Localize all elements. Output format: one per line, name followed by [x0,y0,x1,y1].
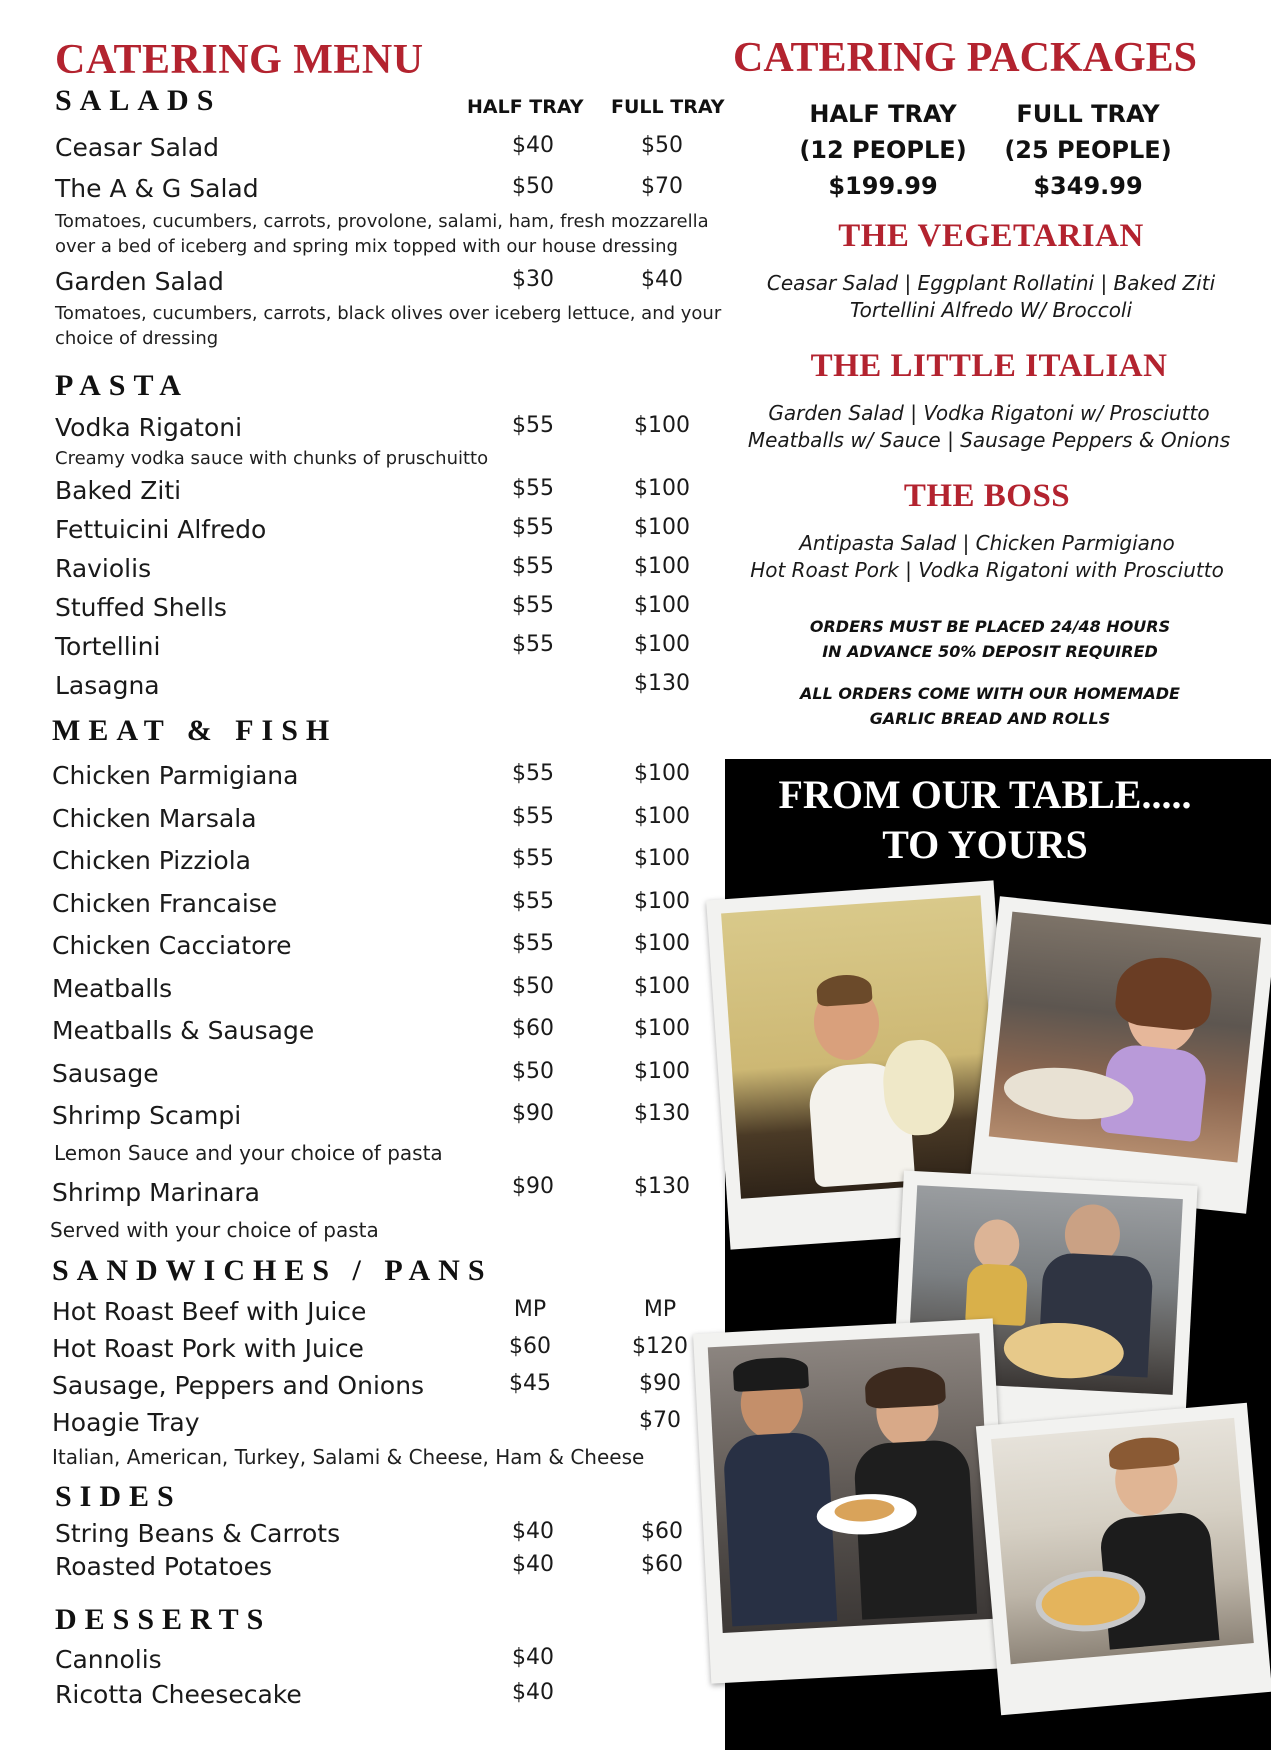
menu-item [0,133,725,167]
package-items-line: Hot Roast Pork | Vodka Rigatoni with Prosciutto [750,558,1224,582]
half-price: $60 [509,1334,551,1359]
notice-line: GARLIC BREAD AND ROLLS [869,709,1111,728]
full-price: $100 [634,413,690,438]
half-price: $40 [512,133,554,158]
item-name: Chicken Parmigiana [52,761,299,790]
gallery-title-line: FROM OUR TABLE..... [778,772,1192,817]
photo-image [721,895,1000,1198]
notice-line: IN ADVANCE 50% DEPOSIT REQUIRED [822,642,1158,661]
half-price: $90 [512,1174,554,1199]
full-tray-people: (25 PEOPLE) [1004,136,1172,164]
item-name: Tortellini [55,632,161,661]
item-name: Baked Ziti [55,476,182,505]
pasta-heading: PASTA [55,369,189,402]
package-items-line: Tortellini Alfredo W/ Broccoli [849,298,1133,322]
full-price: $100 [634,515,690,540]
full-price: $100 [634,632,690,657]
half-price: $55 [512,515,554,540]
item-description: Tomatoes, cucumbers, carrots, provolone, salami, ham, fresh mozzarella [55,211,709,232]
half-price: $55 [512,413,554,438]
full-price: $40 [641,267,683,292]
half-price: $55 [512,889,554,914]
menu-item [0,515,725,549]
item-description: over a bed of iceberg and spring mix topped with our house dressing [55,236,678,257]
notice-line: ORDERS MUST BE PLACED 24/48 HOURS [809,617,1171,636]
package-items-line: Garden Salad | Vodka Rigatoni w/ Prosciutto [768,401,1210,425]
photo-girl-dough [970,896,1271,1213]
sandwiches-heading: SANDWICHES / PANS [52,1254,493,1287]
menu-item [0,889,725,923]
item-name: Chicken Cacciatore [52,931,292,960]
half-tray-price: $199.99 [828,172,938,200]
photo-image [991,1418,1254,1664]
menu-item [0,413,725,447]
half-price: $55 [512,593,554,618]
menu-item [0,671,725,705]
menu-item [0,1680,725,1714]
full-tray-package [968,96,1208,204]
full-price: $70 [641,174,683,199]
menu-item [0,1101,725,1135]
salads-heading: SALADS [55,84,222,117]
half-price: $40 [512,1680,554,1705]
half-price: $30 [512,267,554,292]
full-tray-label: FULL TRAY [1016,100,1160,128]
package-items [714,530,1260,584]
package-items-line: Meatballs w/ Sauce | Sausage Peppers & Onions [747,428,1231,452]
full-price: $100 [634,846,690,871]
half-tray-package [763,96,1003,204]
full-price: $100 [634,554,690,579]
menu-title: CATERING MENU [55,37,424,83]
item-name: Hot Roast Beef with Juice [52,1297,367,1326]
half-price: $55 [512,761,554,786]
photo-couple-pancakes [693,1318,1011,1683]
item-name: Ricotta Cheesecake [55,1680,302,1709]
full-price: $100 [634,974,690,999]
half-price: $50 [512,174,554,199]
item-name: Chicken Francaise [52,889,278,918]
menu-item [0,174,725,208]
item-name: Hot Roast Pork with Juice [52,1334,364,1363]
item-name: Vodka Rigatoni [55,413,243,442]
half-tray-header: HALF TRAY [467,96,584,118]
item-name: Meatballs [52,974,173,1003]
full-price: $130 [634,671,690,696]
photo-boy-pizza [976,1403,1271,1716]
deposit-notice [717,614,1263,664]
item-name: Cannolis [55,1645,162,1674]
menu-item [0,1059,725,1093]
item-name: The A & G Salad [55,174,259,203]
full-price: MP [643,1297,677,1322]
half-price: $55 [512,554,554,579]
menu-item [0,1174,725,1212]
item-name: Ceasar Salad [55,133,220,162]
item-description: Italian, American, Turkey, Salami & Cheese, Ham & Cheese [52,1445,645,1469]
photo-image [989,912,1261,1163]
half-price: $50 [512,974,554,999]
full-price: $100 [634,804,690,829]
item-name: Chicken Pizziola [52,846,251,875]
package-items-line: Antipasta Salad | Chicken Parmigiano [799,531,1175,555]
bread-notice [717,681,1263,731]
menu-item [0,1408,725,1442]
full-price: $100 [634,931,690,956]
menu-item [0,1297,725,1331]
menu-item [0,974,725,1008]
half-price: MP [513,1297,547,1322]
item-name: Lasagna [55,671,160,700]
package-items [718,270,1264,324]
menu-item [0,1645,725,1679]
item-name: Sausage, Peppers and Onions [52,1371,425,1400]
half-price: $40 [512,1645,554,1670]
menu-item [0,632,725,666]
photo-image [708,1333,995,1633]
full-price: $100 [634,761,690,786]
item-name: Shrimp Scampi [52,1101,242,1130]
menu-item [0,476,725,510]
menu-item [0,267,725,301]
notice-line: ALL ORDERS COME WITH OUR HOMEMADE [800,684,1180,703]
item-name: Garden Salad [55,267,224,296]
menu-item [0,1552,725,1586]
meat-fish-heading: MEAT & FISH [52,714,338,747]
gallery-title-line: TO YOURS [882,822,1088,867]
half-price: $90 [512,1101,554,1126]
item-description: Served with your choice of pasta [50,1218,379,1242]
item-description: Lemon Sauce and your choice of pasta [54,1141,443,1165]
item-name: Chicken Marsala [52,804,257,833]
menu-item [0,554,725,588]
half-price: $55 [512,846,554,871]
item-name: Meatballs & Sausage [52,1016,315,1045]
menu-item [0,593,725,627]
half-tray-label: HALF TRAY [809,100,957,128]
gallery-title [725,770,1245,870]
item-description: choice of dressing [55,328,219,349]
menu-item [0,1016,725,1050]
half-price: $40 [512,1519,554,1544]
item-description: Creamy vodka sauce with chunks of pruschuitto [55,448,489,469]
half-price: $55 [512,476,554,501]
item-name: Shrimp Marinara [52,1178,260,1207]
package-items [716,400,1262,454]
menu-item [0,846,725,880]
half-price: $50 [512,1059,554,1084]
full-price: $100 [634,593,690,618]
package-name: THE LITTLE ITALIAN [810,348,1168,384]
package-name: THE BOSS [903,478,1071,514]
half-price: $55 [512,804,554,829]
packages-title: CATERING PACKAGES [733,35,1197,81]
item-name: Roasted Potatoes [55,1552,272,1581]
full-price: $70 [639,1408,681,1433]
half-price: $60 [512,1016,554,1041]
half-price: $40 [512,1552,554,1577]
item-name: Hoagie Tray [52,1408,200,1437]
menu-item [0,931,725,965]
half-tray-people: (12 PEOPLE) [799,136,967,164]
full-price: $100 [634,1016,690,1041]
item-name: String Beans & Carrots [55,1519,341,1548]
sides-heading: SIDES [55,1480,182,1513]
full-price: $100 [634,476,690,501]
menu-item [0,1334,725,1368]
half-price: $55 [512,931,554,956]
package-name: THE VEGETARIAN [838,218,1144,254]
full-price: $130 [634,1174,690,1199]
full-tray-header: FULL TRAY [611,96,725,118]
full-price: $50 [641,133,683,158]
half-price: $45 [509,1371,551,1396]
full-price: $100 [634,1059,690,1084]
menu-item [0,804,725,838]
item-name: Fettuicini Alfredo [55,515,267,544]
full-price: $130 [634,1101,690,1126]
menu-item [0,1519,725,1553]
package-items-line: Ceasar Salad | Eggplant Rollatini | Baked Ziti [766,271,1216,295]
full-price: $100 [634,889,690,914]
item-name: Stuffed Shells [55,593,227,622]
desserts-heading: DESSERTS [55,1603,272,1636]
menu-item [0,761,725,795]
half-price: $55 [512,632,554,657]
full-price: $90 [639,1371,681,1396]
menu-item [0,1371,725,1405]
item-description: Tomatoes, cucumbers, carrots, black olives over iceberg lettuce, and your [55,303,722,324]
full-tray-price: $349.99 [1033,172,1143,200]
item-name: Raviolis [55,554,152,583]
full-price: $120 [632,1334,688,1359]
full-price: $60 [641,1552,683,1577]
full-price: $60 [641,1519,683,1544]
item-name: Sausage [52,1059,159,1088]
